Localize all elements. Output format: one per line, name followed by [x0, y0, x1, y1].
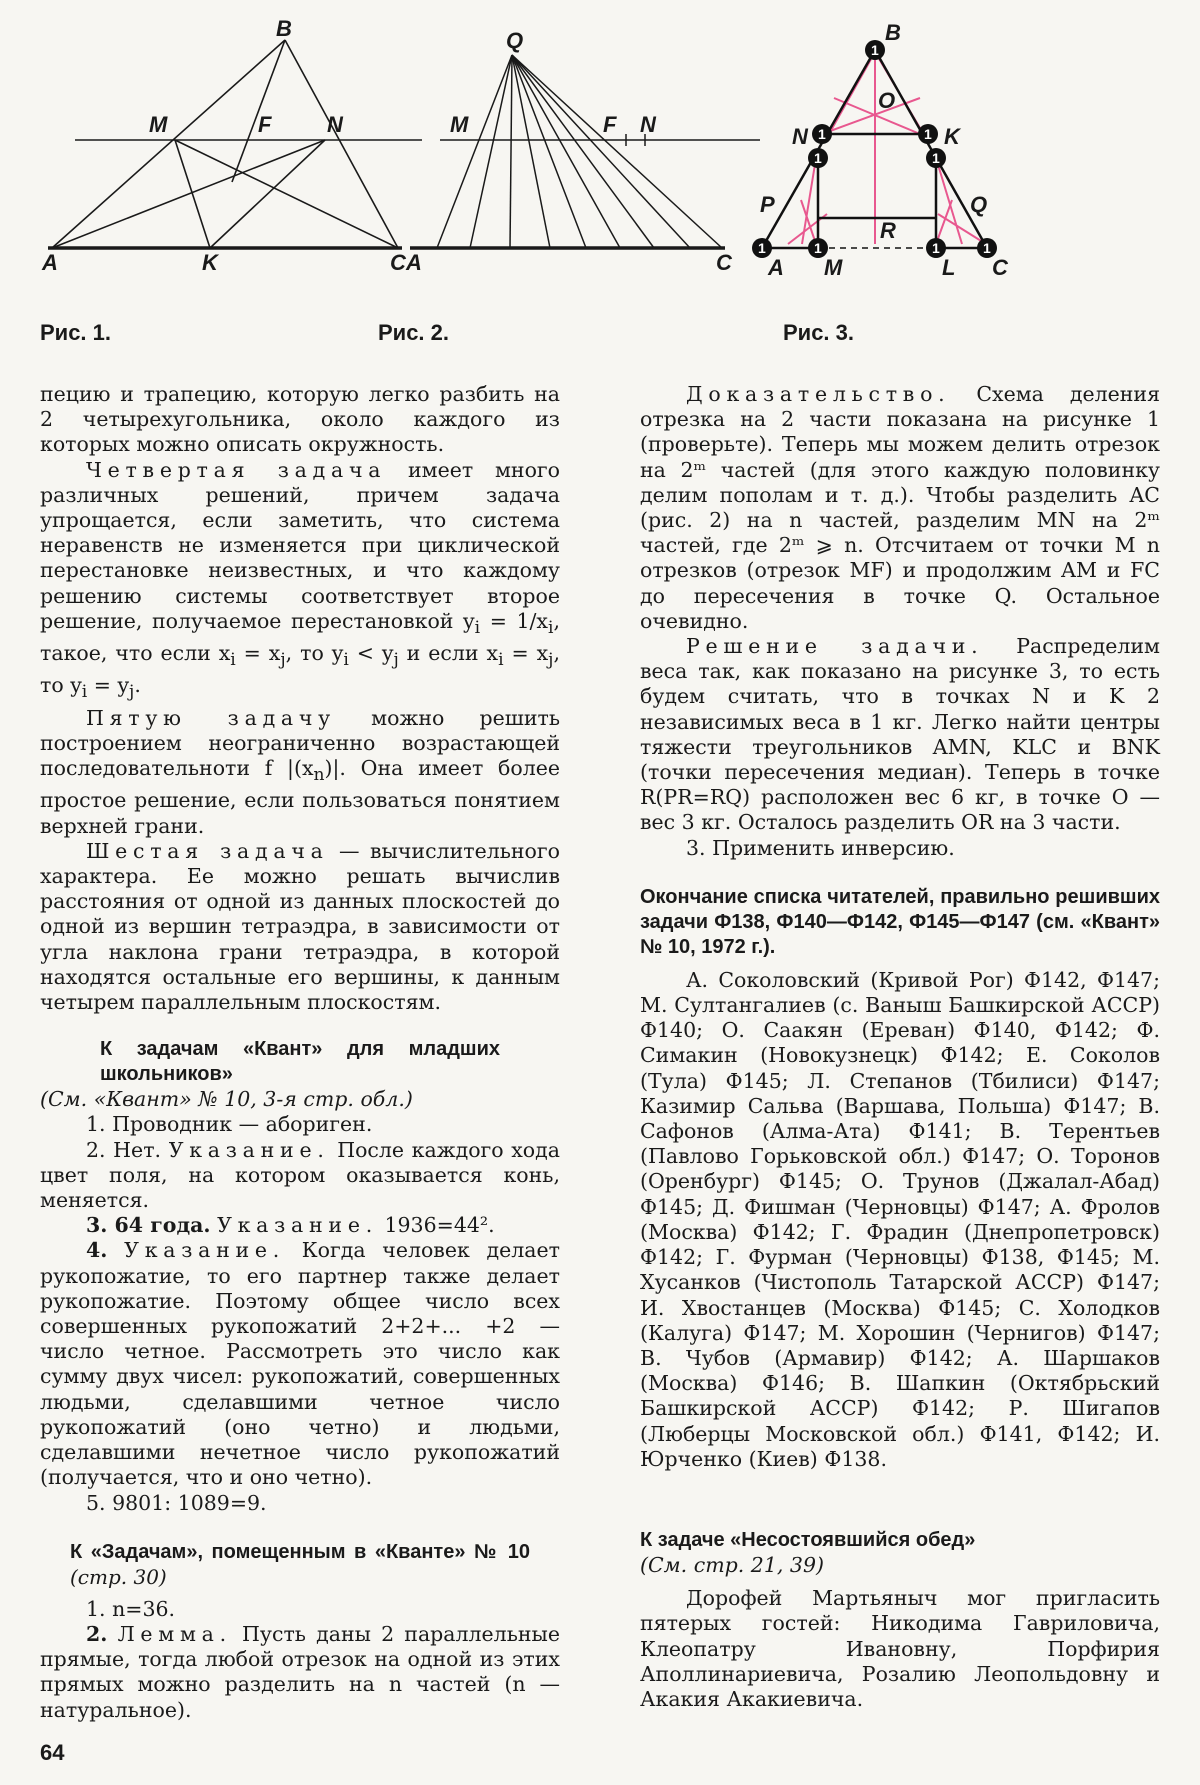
- paragraph: Дорофей Мартьяныч мог пригласить пятерых гостей: Никодима Гавриловича, Клеопатру Ивановну, Порфирия Аполлинариевича, Розалию Леопольдовну и Акакия Акакиевича.: [640, 1586, 1160, 1711]
- fig3-weight: 1: [814, 150, 822, 166]
- figure-2-caption: Рис. 2.: [378, 320, 450, 345]
- figure-3-caption: Рис. 3.: [783, 320, 855, 345]
- figure-1-caption: Рис. 1.: [40, 320, 112, 345]
- fig3-label-o: O: [878, 88, 896, 113]
- fig2-label-f: F: [603, 112, 617, 137]
- fig3-weight: 1: [924, 126, 932, 142]
- paragraph: Решение задачи. Распределим веса так, как показано на рисунке 3, то есть будем считать, что в точках N и K 2 независимых веса в 1 кг. Легко найти центры тяжести треугольников AMN, KLC и BNK (точки пересечения медиан). Теперь в точке R(PR=RQ) расположен вес 6 кг, в точке O — вес 3 кг. Осталось разделить OR на 3 части.: [640, 634, 1160, 835]
- figure-2-drawing: [400, 0, 770, 320]
- fig3-label-l: L: [942, 255, 956, 280]
- paragraph: 3. Применить инверсию.: [686, 835, 955, 860]
- figure-1-drawing: [30, 0, 450, 320]
- section-heading: Окончание списка читателей, правильно решивших задачи Ф138, Ф140—Ф142, Ф145—Ф147 (см. «Квант» № 10, 1972 г.).: [640, 885, 1160, 958]
- fig3-label-m: M: [824, 255, 843, 280]
- fig3-label-r: R: [880, 218, 896, 243]
- fig2-label-n: N: [640, 112, 656, 137]
- answer-item: 1. Проводник — абориген.: [86, 1112, 373, 1137]
- fig3-label-c: C: [992, 255, 1008, 280]
- left-column: [40, 382, 560, 1723]
- fig2-label-a: A: [406, 250, 422, 275]
- answer-item: 2. Лемма. Пусть даны 2 параллельные прямые, тогда любой отрезок на одной из этих прямых можно разделить на n частей (n — натуральное).: [40, 1621, 560, 1722]
- fig1-label-a: A: [42, 250, 58, 275]
- section-heading: К «Задачам», помещенным в «Кванте» № 10 (стр. 30): [70, 1540, 530, 1589]
- fig3-weight: 1: [814, 240, 822, 256]
- figure-1: [30, 0, 450, 320]
- fig3-weight: 1: [818, 126, 826, 142]
- section-subheading: (См. стр. 21, 39): [640, 1552, 824, 1577]
- fig1-label-k: K: [202, 250, 218, 275]
- paragraph: Пятую задачу можно решить построением неограниченно возрастающей последовательноти f $|(x_n)|$. Она имеет более простое решение, если пользоваться понятием верхней грани.: [40, 705, 560, 838]
- fig3-label-q: Q: [970, 192, 988, 217]
- section-heading: К задачам «Квант» для младших школьников»: [100, 1038, 500, 1086]
- fig3-weight: 1: [932, 150, 940, 166]
- fig3-label-b: B: [885, 20, 901, 45]
- figure-2: [400, 0, 770, 320]
- fig3-weight: 1: [758, 240, 766, 256]
- paragraph: пецию и трапецию, которую легко разбить на 2 четырехугольника, около каждого из которых можно описать окружность.: [40, 382, 560, 457]
- fig3-label-p: P: [760, 192, 775, 217]
- fig2-label-c: C: [716, 250, 732, 275]
- answer-item: 5. 9801: 1089=9.: [86, 1490, 267, 1515]
- page-number: 64: [40, 1740, 65, 1765]
- paragraph: Четвертая задача имеет много различных решений, причем задача упрощается, если заметить, что система неравенств не изменяется при циклической перестановке неизвестных, и что каждому решению системы соответствует второе решение, получаемое перестановкой $y_i = 1/x_i$, такое, что если $x_i = x_j$, то $y_i < y_j$ и если $x_i = x_j$, то $y_i = y_j$.: [40, 457, 560, 703]
- answer-item: 4. Указание. Когда человек делает рукопожатие, то его партнер также делает рукопожатие. Поэтому общее число всех совершенных рукопожатий 2+2+... +2 — число четное. Рассмотреть это число как сумму двух чисел: рукопожатий, совершенных людьми, сделавшими четное число рукопожатий (оно четно) и людьми, сделавшими нечетное число рукопожатий (получается, что и оно четно).: [40, 1238, 560, 1490]
- fig1-label-c: C: [390, 250, 406, 275]
- fig2-label-q: Q: [506, 28, 524, 53]
- fig3-weight: 1: [983, 240, 991, 256]
- fig1-label-m: M: [149, 112, 168, 137]
- fig3-weight: 1: [932, 240, 940, 256]
- figure-3: [758, 0, 1200, 320]
- paragraph: Шестая задача — вычислительного характера. Ее можно решать вычислив расстояния от одной из данных плоскостей до одной из вершин тетраэдра, в зависимости от угла наклона грани тетраэдра, в которой находятся остальные его вершины, к данным четырем параллельным плоскостям.: [40, 838, 560, 1015]
- paragraph: Доказательство. Схема деления отрезка на 2 части показана на рисунке 1 (проверьте). Теперь мы можем делить отрезок на 2ᵐ частей (для этого каждую половинку делим пополам и т. д.). Чтобы разделить AC (рис. 2) на n частей, разделим MN на 2ᵐ частей, где 2ᵐ ⩾ n. Отсчитаем от точки M n отрезков (отрезок MF) и продолжим AM и FC до пересечения в точке Q. Остальное очевидно.: [640, 382, 1160, 633]
- answer-item: 2. Нет. Указание. После каждого хода цвет поля, на котором оказывается конь, меняется.: [40, 1137, 560, 1213]
- readers-list: А. Соколовский (Кривой Рог) Ф142, Ф147; М. Султангалиев (с. Ваныш Башкирской АССР) Ф140; О. Саакян (Ереван) Ф140, Ф142; Ф. Симакин (Новокузнецк) Ф142; Е. Соколов (Тула) Ф145; Л. Степанов (Тбилиси) Ф147; Казимир Сальва (Варшава, Польша) Ф147; В. Сафонов (Алма-Ата) Ф141; В. Терентьев (Павлово Горьковской обл.) Ф147; О. Торонов (Оренбург) Ф145; О. Трунов (Джалал-Абад) Ф145; Д. Фишман (Черновцы) Ф147; А. Фролов (Москва) Ф142; Г. Фрадин (Днепропетровск) Ф142; Г. Фурман (Черновцы) Ф138, Ф145; М. Хусанков (Чистополь Татарской АССР) Ф147; И. Хвостанцев (Москва) Ф145; С. Холодков (Калуга) Ф147; М. Хорошин (Чернигов) Ф147; В. Чубов (Армавир) Ф142; А. Шаршаков (Москва) Ф146; В. Шапкин (Октябрьский Башкирской АССР) Ф142; Р. Шигапов (Люберцы Московской обл.) Ф141, Ф142; И. Юрченко (Киев) Ф138.: [640, 967, 1160, 1471]
- fig1-label-n: N: [327, 112, 343, 137]
- fig3-label-k: K: [944, 124, 960, 149]
- fig1-label-f: F: [258, 112, 272, 137]
- section-heading: К задаче «Несостоявшийся обед»: [640, 1528, 976, 1551]
- right-column: [640, 382, 1160, 1712]
- answer-item: 3. 64 года. Указание. 1936=44².: [86, 1213, 495, 1238]
- fig1-label-b: B: [276, 16, 292, 41]
- fig3-weight: 1: [871, 42, 879, 58]
- figure-3-drawing: [758, 0, 1200, 320]
- answer-item: 1. n=36.: [86, 1596, 176, 1621]
- section-subheading: (См. «Квант» № 10, 3-я стр. обл.): [40, 1087, 413, 1112]
- fig3-label-n: N: [792, 124, 808, 149]
- fig2-label-m: M: [450, 112, 469, 137]
- fig3-label-a: A: [768, 255, 784, 280]
